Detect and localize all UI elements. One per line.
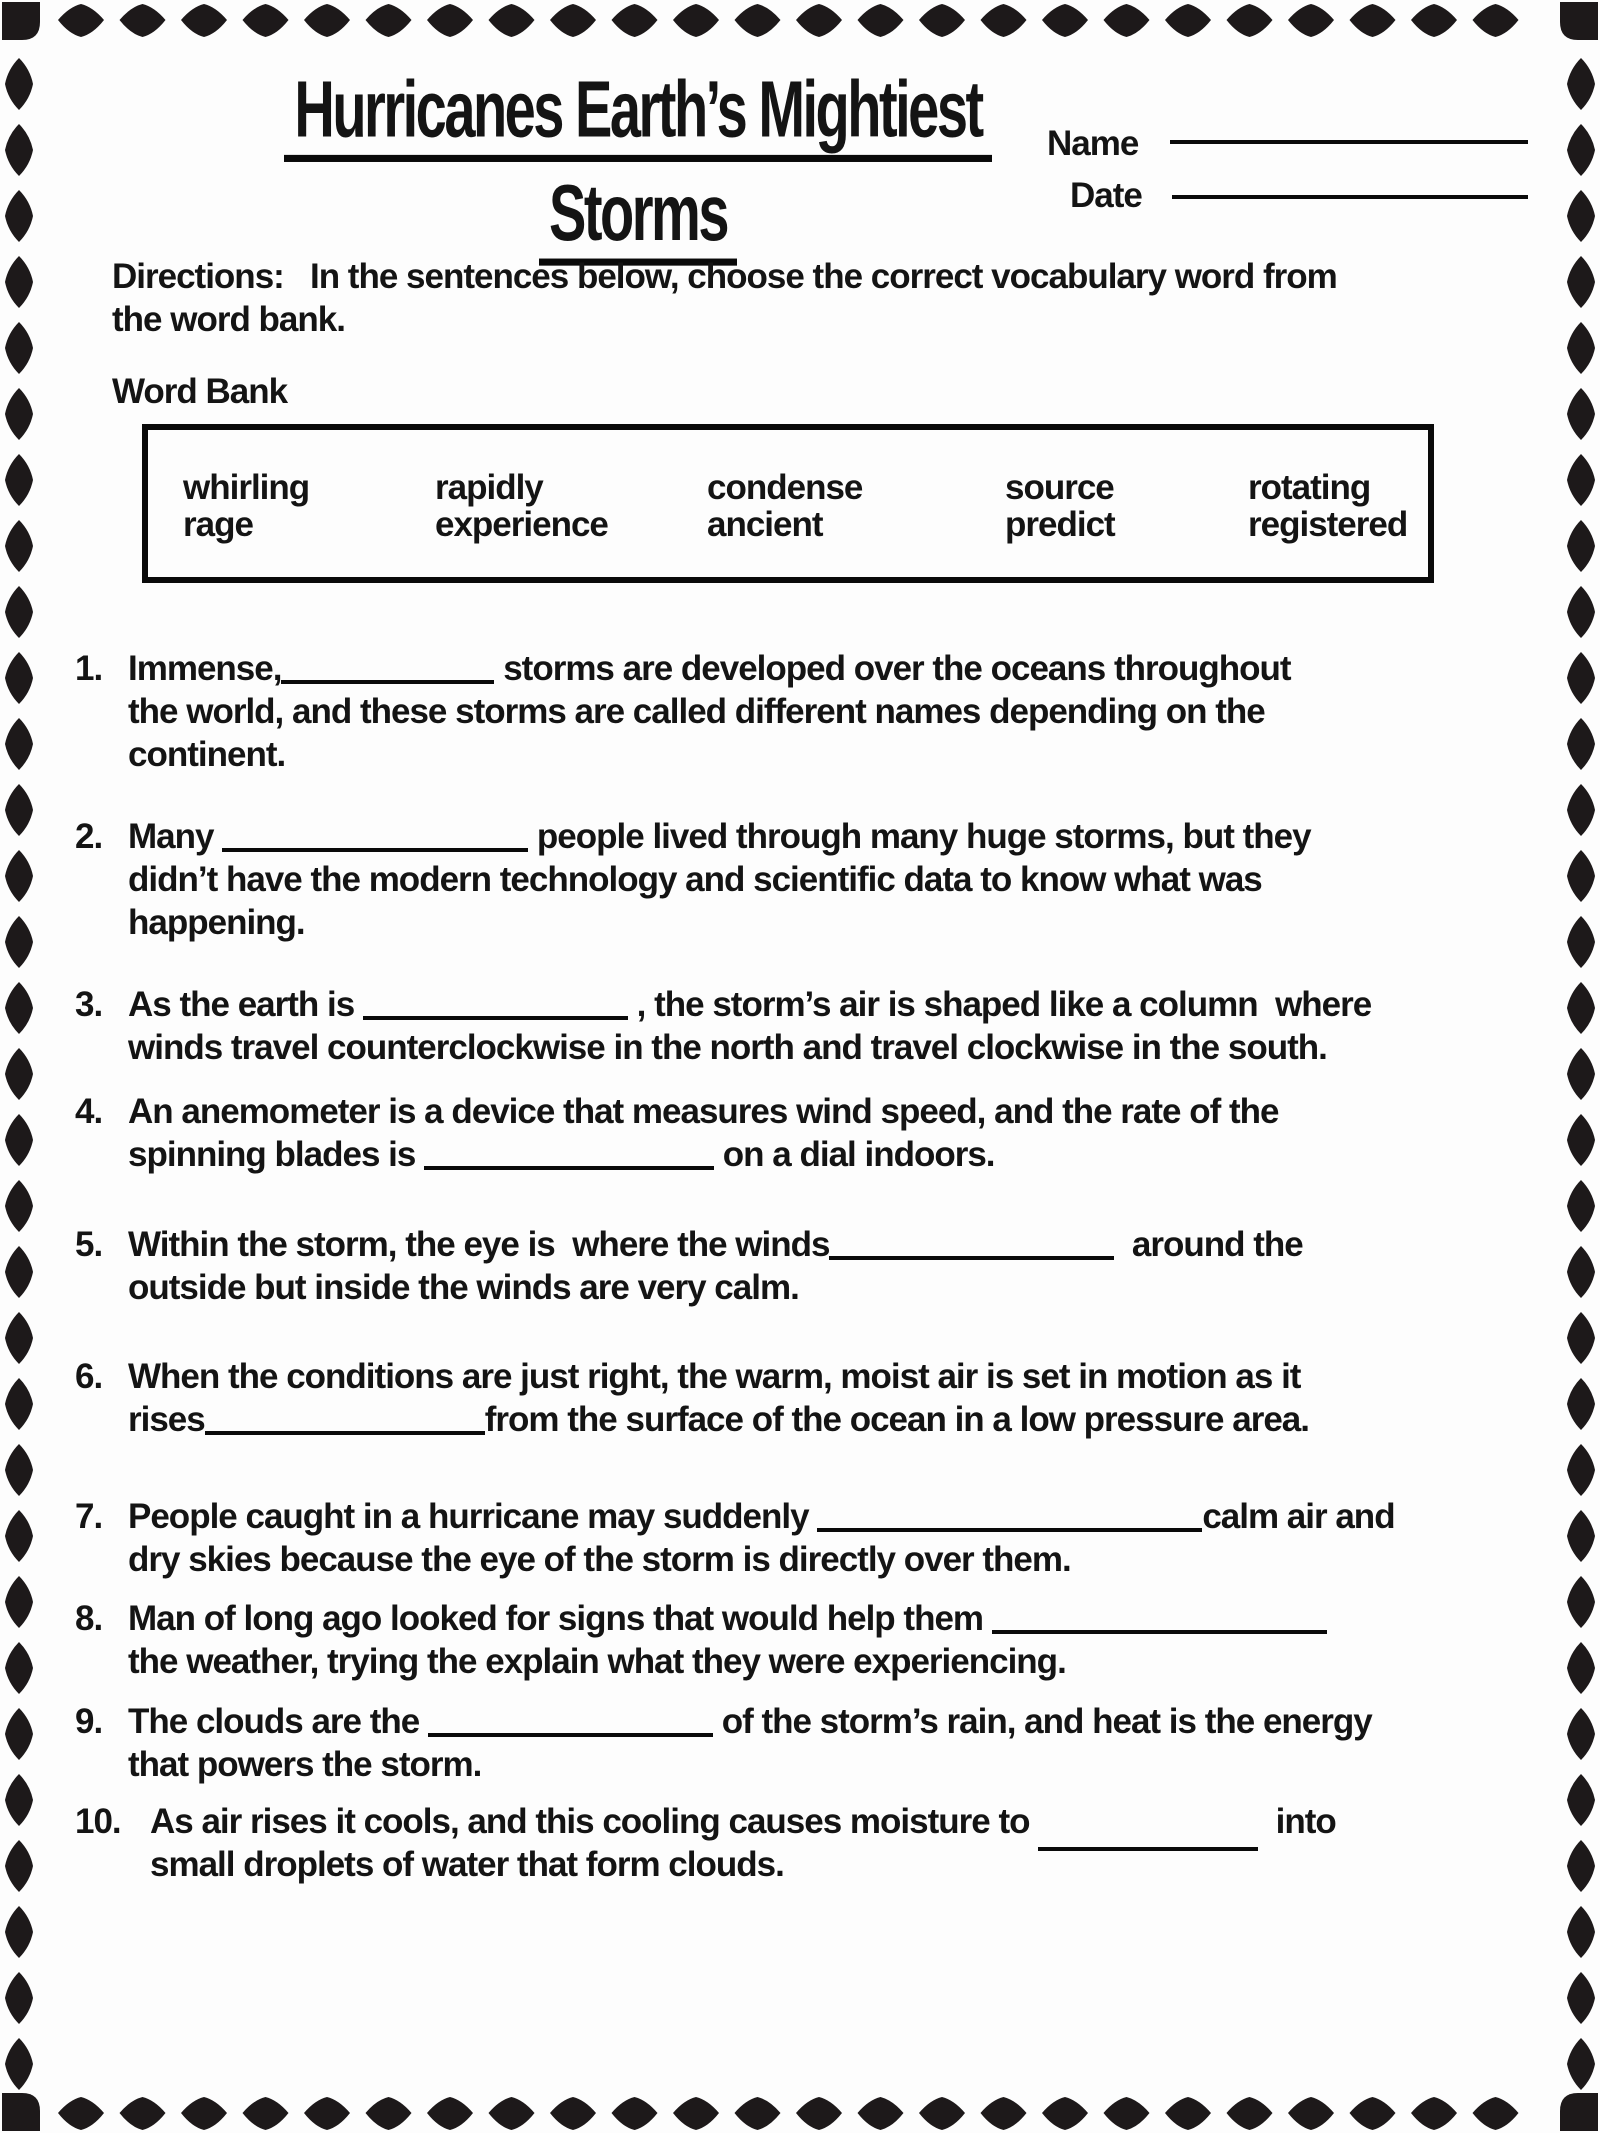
word-bank-word: registered — [1248, 505, 1408, 544]
fill-in-blank-line — [281, 653, 494, 684]
sentence-text: rises — [128, 1400, 205, 1439]
sentence-text: As the earth is — [128, 985, 363, 1024]
sentence-text: Within the storm, the eye is where the winds — [128, 1225, 830, 1264]
sentence-number: 8. — [75, 1599, 103, 1638]
sentence-text: on a dial indoors. — [714, 1135, 995, 1174]
sentence-item — [75, 815, 1311, 944]
sentence-text: the weather, trying the explain what they were experiencing. — [128, 1642, 1066, 1681]
sentence-text: , the storm’s air is shaped like a column where — [627, 985, 1372, 1024]
word-bank-word: rage — [183, 505, 253, 544]
date-fill-line — [1172, 195, 1528, 199]
sentence-text: around the — [1114, 1225, 1303, 1264]
sentence-text: outside but inside the winds are very calm. — [128, 1268, 799, 1307]
sentence-text: spinning blades is — [128, 1135, 425, 1174]
title-line-1: Hurricanes Earth’s Mightiest — [158, 64, 1118, 162]
name-label: Name — [1047, 124, 1139, 163]
sentence-item — [75, 1223, 1303, 1309]
sentence-item — [75, 1800, 1336, 1886]
fill-in-blank-line — [222, 821, 528, 852]
sentence-text: dry skies because the eye of the storm is directly over them. — [128, 1540, 1071, 1579]
word-bank-word: source — [1005, 468, 1114, 507]
sentence-number: 7. — [75, 1497, 103, 1536]
sentence-number: 5. — [75, 1225, 103, 1264]
date-label: Date — [1070, 176, 1142, 215]
sentence-text: continent. — [128, 735, 286, 774]
sentence-text: People caught in a hurricane may suddenly — [128, 1497, 818, 1536]
word-bank-column — [435, 469, 608, 543]
sentence-number: 6. — [75, 1357, 103, 1396]
word-bank-word: predict — [1005, 505, 1115, 544]
word-bank-column — [183, 469, 309, 543]
sentence-text: As air rises it cools, and this cooling causes moisture to — [150, 1802, 1039, 1841]
sentence-item — [75, 1495, 1395, 1581]
sentence-text: Many — [128, 817, 223, 856]
sentence-text: didn’t have the modern technology and scientific data to know what was — [128, 860, 1262, 899]
name-fill-line — [1170, 140, 1528, 144]
word-bank-label: Word Bank — [112, 372, 288, 411]
sentence-text: When the conditions are just right, the warm, moist air is set in motion as it — [128, 1357, 1301, 1396]
word-bank-word: ancient — [707, 505, 823, 544]
sentence-number: 9. — [75, 1702, 103, 1741]
sentence-item — [75, 1700, 1372, 1786]
word-bank-column — [707, 469, 862, 543]
fill-in-blank-line — [363, 989, 628, 1020]
sentence-text: An anemometer is a device that measures wind speed, and the rate of the — [128, 1092, 1279, 1131]
sentence-number: 10. — [75, 1802, 121, 1841]
fill-in-blank-line — [424, 1139, 714, 1170]
sentence-text: storms are developed over the oceans throughout — [494, 649, 1291, 688]
word-bank-column — [1248, 469, 1407, 543]
sentence-text: the world, and these storms are called different names depending on the — [128, 692, 1265, 731]
word-bank-word: condense — [707, 468, 863, 507]
sentence-number: 2. — [75, 817, 103, 856]
sentence-text: from the surface of the ocean in a low pressure area. — [484, 1400, 1309, 1439]
word-bank-word: whirling — [183, 468, 310, 507]
sentence-number: 4. — [75, 1092, 103, 1131]
word-bank-word: experience — [435, 505, 608, 544]
sentence-text: of the storm’s rain, and heat is the energy — [712, 1702, 1372, 1741]
sentence-text: The clouds are the — [128, 1702, 428, 1741]
sentence-number: 1. — [75, 649, 103, 688]
sentence-item — [75, 1597, 1327, 1683]
word-bank-word: rotating — [1248, 468, 1371, 507]
sentence-item — [75, 1355, 1309, 1441]
word-bank-word: rapidly — [435, 468, 543, 507]
fill-in-blank-line — [829, 1229, 1114, 1260]
fill-in-blank-line — [817, 1501, 1202, 1532]
page-title — [158, 64, 1118, 271]
directions-line-2: the word bank. — [112, 300, 345, 339]
directions-line-1: Directions: In the sentences below, choose the correct vocabulary word from — [112, 257, 1337, 296]
sentence-text: into — [1258, 1802, 1336, 1841]
sentence-text: Immense, — [128, 649, 282, 688]
fill-in-blank-line — [1038, 1820, 1258, 1851]
fill-in-blank-line — [205, 1404, 485, 1435]
fill-in-blank-line — [992, 1603, 1327, 1634]
word-bank-column — [1005, 469, 1115, 543]
sentence-text: happening. — [128, 903, 305, 942]
sentence-text: Man of long ago looked for signs that would help them — [128, 1599, 992, 1638]
fill-in-blank-line — [428, 1706, 713, 1737]
sentence-text: people lived through many huge storms, but they — [528, 817, 1311, 856]
sentence-text: calm air and — [1202, 1497, 1395, 1536]
sentence-text: that powers the storm. — [128, 1745, 482, 1784]
sentence-item — [75, 647, 1291, 776]
sentence-text: small droplets of water that form clouds. — [150, 1845, 784, 1884]
sentence-number: 3. — [75, 985, 103, 1024]
sentence-item — [75, 983, 1371, 1069]
word-bank-box — [142, 424, 1434, 583]
title-line-2: Storms — [158, 168, 1118, 266]
sentence-text: winds travel counterclockwise in the north and travel clockwise in the south. — [128, 1028, 1327, 1067]
directions — [112, 255, 1337, 341]
sentence-item — [75, 1090, 1278, 1176]
